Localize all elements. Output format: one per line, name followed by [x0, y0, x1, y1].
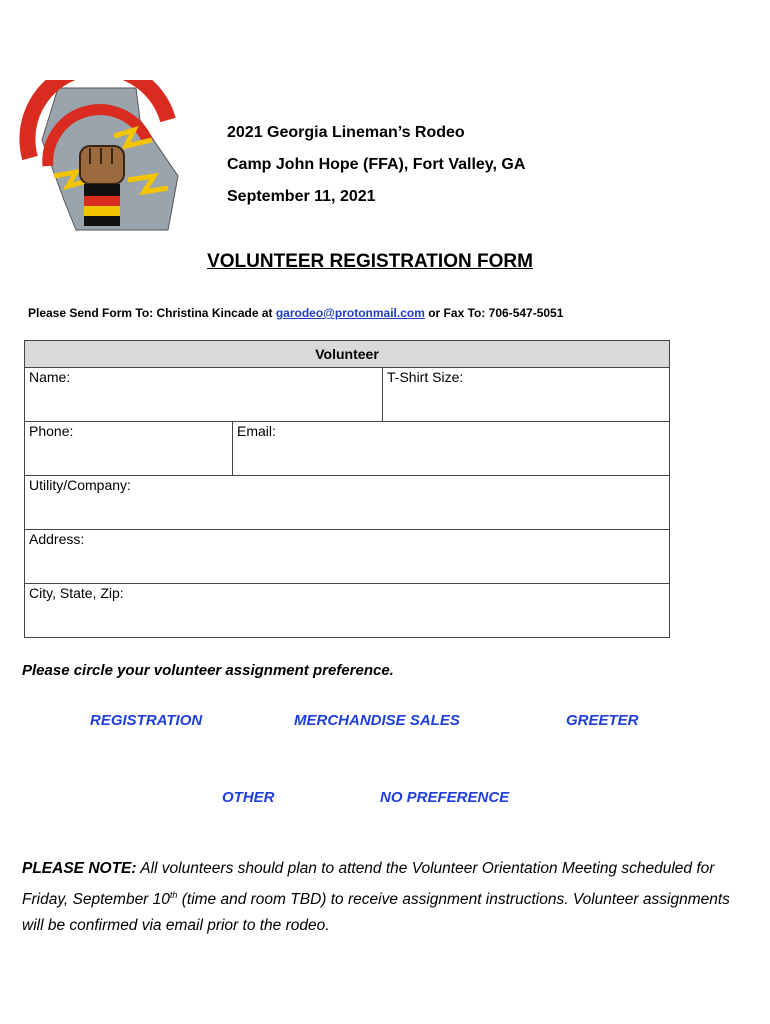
address-field[interactable] — [25, 529, 669, 583]
association-logo — [18, 80, 190, 234]
option-no-preference[interactable]: NO PREFERENCE — [380, 789, 510, 806]
option-other[interactable]: OTHER — [222, 789, 275, 806]
note-text-2: (time and room TBD) to receive assignment instructions. Volunteer assignments will be confirmed via email prior to the rodeo. — [22, 891, 730, 935]
address-label: Address: — [29, 531, 85, 547]
send-prefix: Please Send Form To: Christina Kincade at — [28, 306, 276, 320]
name-field[interactable] — [25, 367, 383, 421]
utility-company-label: Utility/Company: — [29, 477, 131, 493]
note-superscript: th — [169, 890, 178, 900]
note-label: PLEASE NOTE: — [22, 860, 137, 877]
assignment-prompt: Please circle your volunteer assignment preference. — [22, 662, 394, 679]
send-suffix: or Fax To: 706-547-5051 — [424, 306, 564, 320]
table-header: Volunteer — [25, 341, 669, 368]
name-label: Name: — [29, 369, 71, 385]
email-label: Email: — [237, 423, 276, 439]
phone-label: Phone: — [29, 423, 74, 439]
city-state-zip-label: City, State, Zip: — [29, 585, 124, 601]
event-location: Camp John Hope (FFA), Fort Valley, GA — [227, 156, 526, 173]
volunteer-table — [24, 340, 670, 638]
email-link[interactable]: garodeo@protonmail.com — [275, 306, 425, 320]
utility-company-field[interactable] — [25, 475, 669, 529]
form-title: VOLUNTEER REGISTRATION FORM — [207, 251, 533, 272]
note-text-1: All volunteers should plan to attend the Volunteer Orientation Meeting scheduled for Friday, September 10 — [22, 860, 715, 909]
event-info — [227, 117, 525, 213]
phone-field[interactable] — [25, 421, 233, 475]
option-greeter[interactable]: GREETER — [566, 712, 639, 729]
event-title: 2021 Georgia Lineman’s Rodeo — [227, 124, 465, 141]
tshirt-size-field[interactable] — [383, 367, 670, 421]
event-date: September 11, 2021 — [227, 188, 376, 205]
logo-emblem — [18, 80, 190, 234]
city-state-zip-field[interactable] — [25, 583, 669, 637]
email-field[interactable] — [233, 421, 670, 475]
tshirt-size-label: T-Shirt Size: — [387, 369, 464, 385]
please-note — [22, 856, 742, 939]
option-merchandise-sales[interactable]: MERCHANDISE SALES — [294, 712, 460, 729]
send-instructions — [28, 306, 563, 320]
option-registration[interactable]: REGISTRATION — [90, 712, 203, 729]
